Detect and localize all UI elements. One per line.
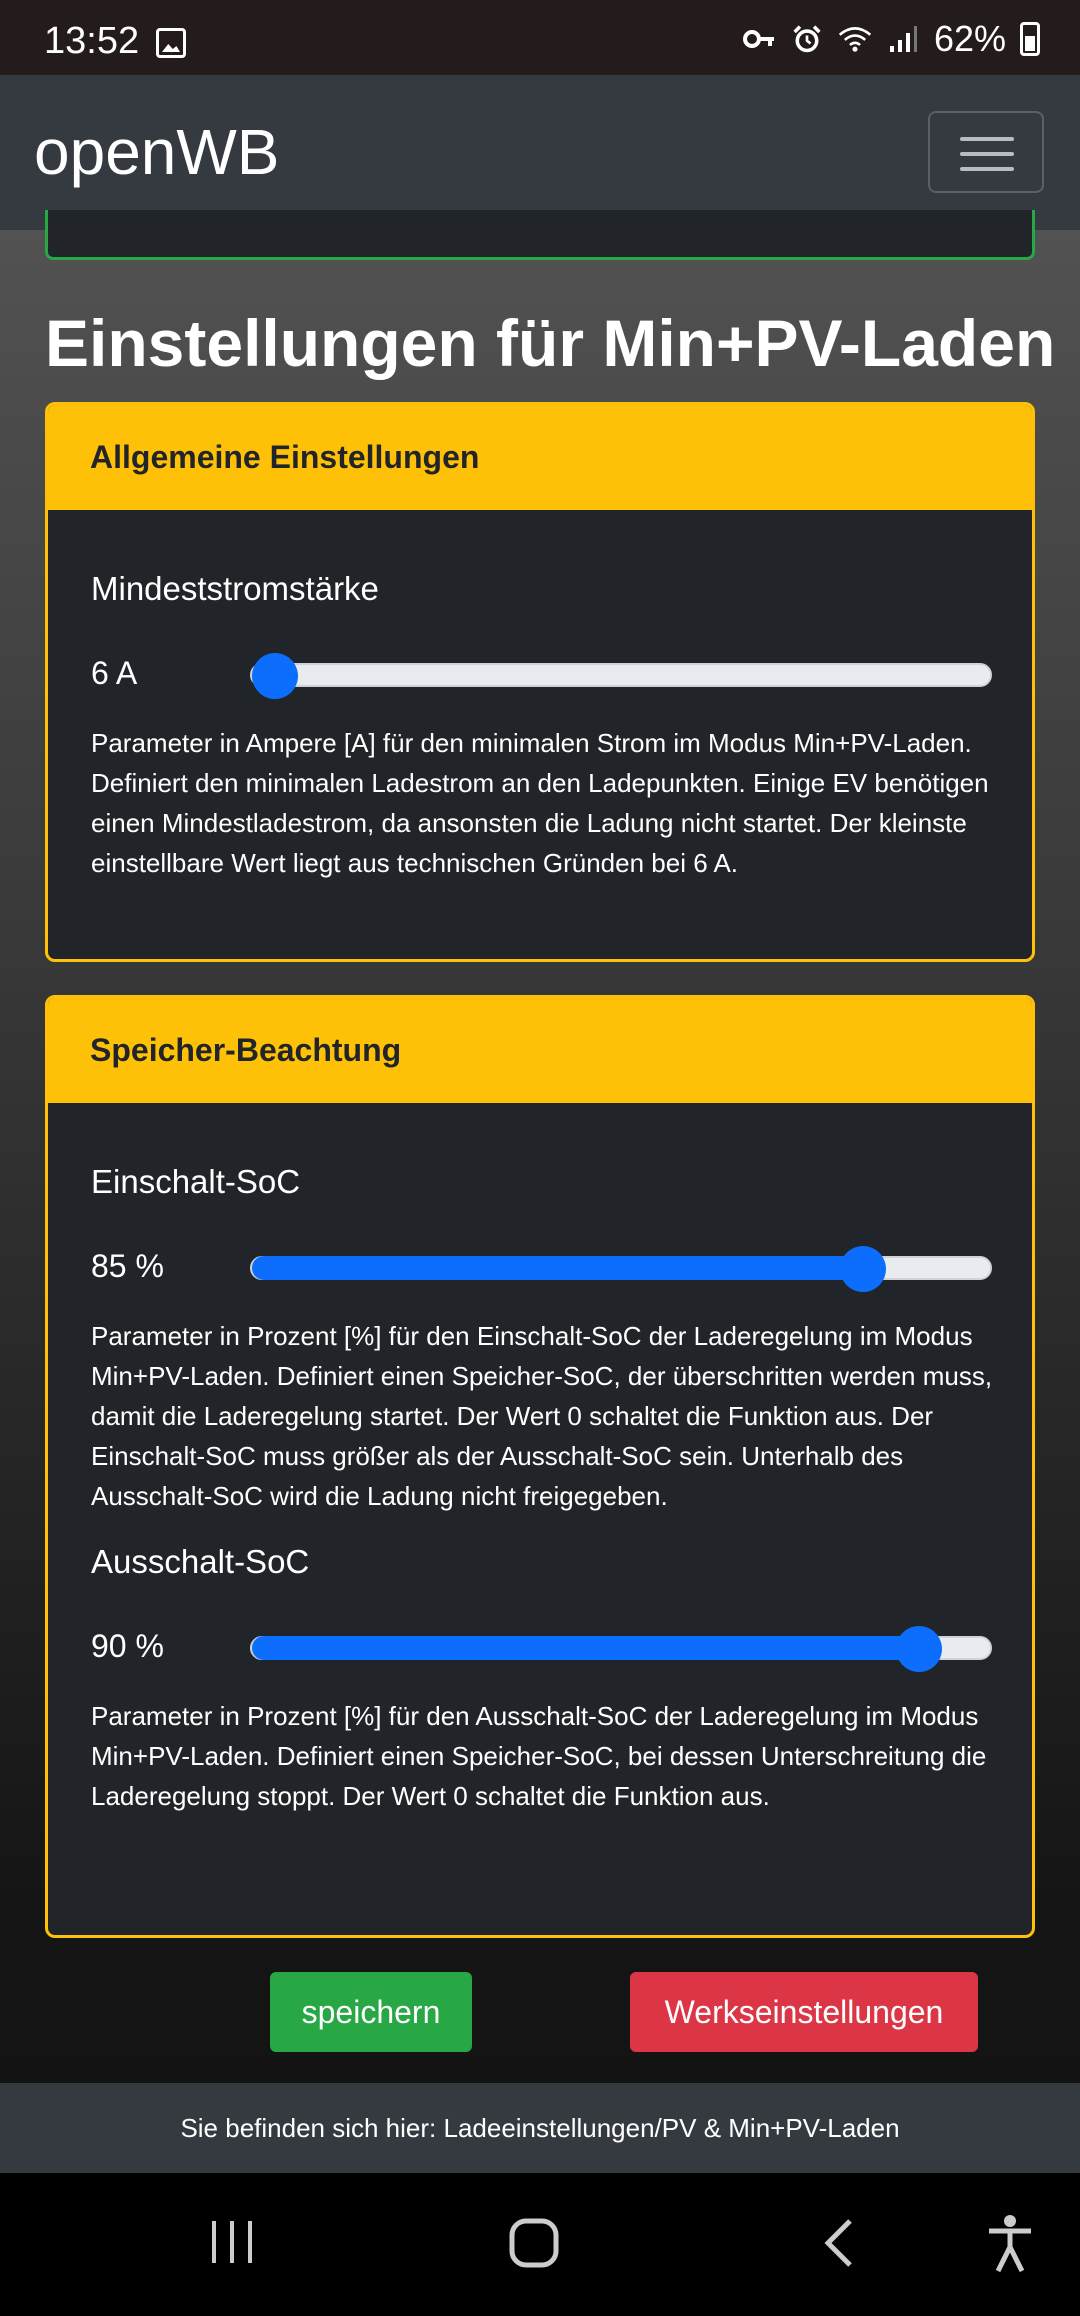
back-icon[interactable] — [818, 2217, 858, 2269]
battery-percent: 62% — [933, 18, 1006, 59]
previous-card-bottom — [45, 210, 1035, 260]
alarm-icon — [790, 24, 824, 54]
status-icons — [742, 18, 1040, 60]
slider-thumb[interactable] — [840, 1246, 886, 1292]
min-current-label: Mindeststromstärke — [91, 570, 379, 607]
storage-card — [45, 995, 1035, 1938]
slider-fill — [252, 1256, 863, 1280]
key-icon — [742, 24, 776, 54]
system-nav-bar — [0, 2173, 1080, 2316]
factory-reset-button[interactable]: Werkseinstellungen — [630, 1972, 978, 2052]
min-current-help: Parameter in Ampere [A] für den minimalen Strom im Modus Min+PV-Laden. Definiert den minimalen Ladestrom an den Ladepunkten. Einige EV benötigen einen Mindestladestrom, da ansonsten die Ladung nicht startet. Der kleinste einstellbare Wert liegt aus technischen Gründen bei 6 A. — [91, 728, 989, 878]
slider-fill — [252, 1636, 919, 1660]
page-title: Einstellungen für Min+PV-Laden — [45, 306, 1056, 380]
signal-icon — [886, 24, 920, 54]
on-soc-value: 85 % — [91, 1248, 164, 1284]
hamburger-icon — [960, 137, 1014, 141]
card-header-storage: Speicher-Beachtung — [48, 998, 1032, 1103]
off-soc-label: Ausschalt-SoC — [91, 1543, 310, 1580]
off-soc-help: Parameter in Prozent [%] für den Ausschalt-SoC der Laderegelung im Modus Min+PV-Laden. Definiert einen Speicher-SoC, bei dessen Unterschreitung die Laderegelung stoppt. Der Wert 0 schaltet die Funktion aus. — [91, 1701, 987, 1811]
home-icon[interactable] — [508, 2217, 560, 2269]
recent-apps-icon[interactable] — [208, 2217, 258, 2267]
slider-thumb[interactable] — [896, 1626, 942, 1672]
off-soc-slider[interactable] — [250, 1636, 992, 1660]
save-button[interactable]: speichern — [270, 1972, 472, 2052]
on-soc-help: Parameter in Prozent [%] für den Einschalt-SoC der Laderegelung im Modus Min+PV-Laden. Definiert einen Speicher-SoC, der überschritten werden muss, damit die Laderegelung startet. Der Wert 0 schaltet die Funktion aus. Der Einschalt-SoC muss größer als der Ausschalt-SoC sein. Unterhalb des Ausschalt-SoC wird die Ladung nicht freigegeben. — [91, 1321, 993, 1511]
breadcrumb: Sie befinden sich hier: Ladeeinstellungen/PV & Min+PV-Laden — [0, 2083, 1080, 2173]
off-soc-value: 90 % — [91, 1628, 164, 1664]
on-soc-label: Einschalt-SoC — [91, 1163, 301, 1200]
brand-logo[interactable]: openWB — [34, 116, 280, 188]
status-bar — [0, 0, 1080, 75]
min-current-slider[interactable] — [250, 663, 992, 687]
slider-thumb[interactable] — [252, 653, 298, 699]
on-soc-slider[interactable] — [250, 1256, 992, 1280]
status-time: 13:52 — [44, 20, 140, 62]
gallery-icon — [156, 28, 186, 58]
app-navbar — [0, 75, 1080, 230]
wifi-icon — [838, 24, 872, 54]
battery-icon — [1020, 22, 1040, 56]
card-header-general: Allgemeine Einstellungen — [48, 405, 1032, 510]
general-settings-card — [45, 402, 1035, 962]
accessibility-icon[interactable] — [985, 2213, 1035, 2273]
min-current-value: 6 A — [91, 655, 138, 691]
menu-toggle-button[interactable] — [928, 111, 1044, 193]
